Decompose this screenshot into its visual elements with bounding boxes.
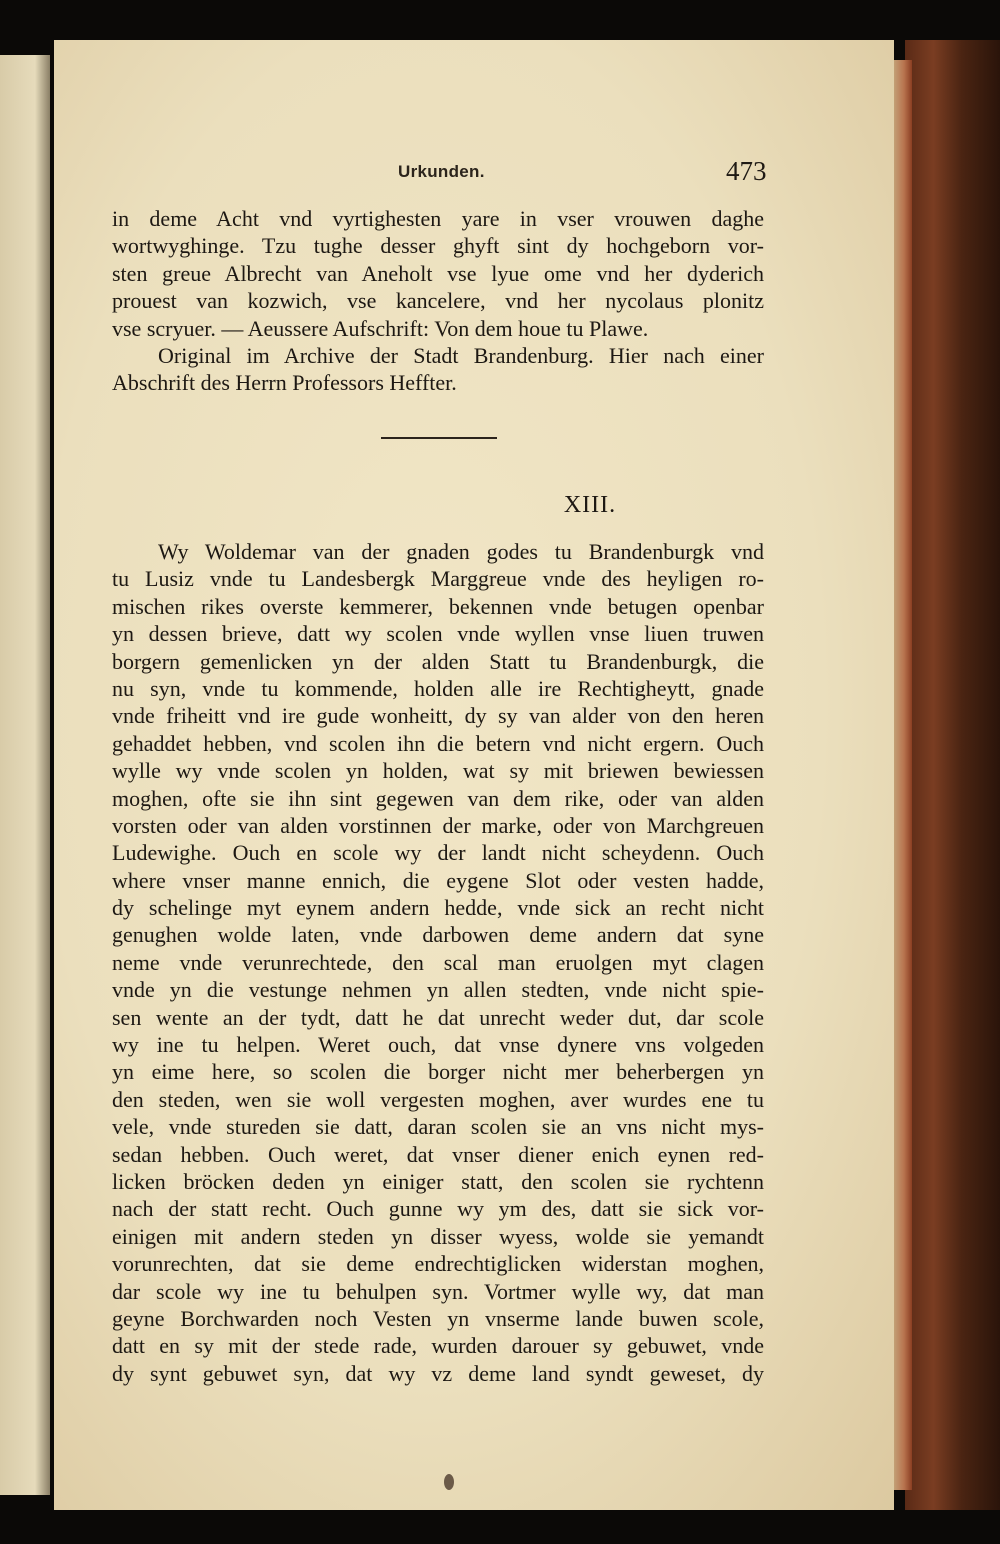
section-heading [0, 492, 880, 519]
source-note [112, 342, 764, 397]
text-line: vorsten oder van alden vorstinnen der marke, oder von Marchgreuen [112, 812, 764, 838]
text-line: vse scryuer. — Aeussere Aufschrift: Von dem houe tu Plawe. [112, 315, 649, 341]
text-line: borgern gemenlicken yn der alden Statt tu Brandenburgk, die [112, 648, 764, 674]
text-line: neme vnde verunrechtede, den scal man eruolgen myt clagen [112, 949, 764, 975]
running-title: Urkunden. [398, 162, 485, 181]
text-line: dy synt gebuwet syn, dat wy vz deme land syndt geweset, dy [112, 1360, 764, 1386]
section-divider [381, 437, 497, 439]
ink-spot [444, 1474, 454, 1490]
running-header [0, 158, 1000, 188]
text-line: yn dessen brieve, datt wy scolen vnde wyllen vnse liuen truwen [112, 621, 764, 647]
text-line: sedan hebben. Ouch weret, dat vnser diener enich eynen red- [112, 1141, 764, 1167]
text-line: vnde friheitt vnd ire gude wonheitt, dy sy van alder von den heren [112, 703, 764, 729]
text-line: yn eime here, so scolen die borger nicht mer beherbergen yn [112, 1059, 764, 1085]
text-line: licken bröcken deden yn einiger statt, den scolen sie rychtenn [112, 1168, 764, 1194]
text-line: Ludewighe. Ouch en scole wy der landt nicht scheydenn. Ouch [112, 840, 764, 866]
text-line: dy schelinge myt eynem andern hedde, vnde sick an recht nicht [112, 895, 764, 921]
text-line: datt en sy mit der stede rade, wurden darouer sy gebuwet, vnde [112, 1333, 764, 1359]
text-block-3 [112, 538, 764, 1387]
text-block-1 [112, 205, 764, 342]
text-line: Wy Woldemar van der gnaden godes tu Brandenburgk vnd [158, 539, 764, 564]
previous-page-edge [0, 55, 50, 1495]
text-line: nu syn, vnde tu kommende, holden alle ire Rechtigheytt, gnade [112, 675, 764, 701]
text-line: tu Lusiz vnde tu Landesbergk Marggreue vnde des heyligen ro- [112, 566, 764, 592]
text-line: dar scole wy ine tu behulpen syn. Vortmer wylle wy, dat man [112, 1278, 764, 1304]
text-line: mischen rikes overste kemmerer, bekennen vnde betugen openbar [112, 593, 764, 619]
text-line: sten greue Albrecht van Aneholt vse lyue ome vnd her dyderich [112, 260, 764, 286]
text-line: prouest van kozwich, vse kancelere, vnd her nycolaus plonitz [112, 288, 764, 314]
page-number: 473 [726, 156, 767, 186]
text-line: vnde yn die vestunge nehmen yn allen stedten, vnde nicht spie- [112, 977, 764, 1003]
book-binding [905, 40, 1000, 1510]
section-number: XIII. [563, 492, 617, 518]
text-line: nach der statt recht. Ouch gunne wy ym des, datt sie sick vor- [112, 1196, 764, 1222]
text-line: where vnser manne ennich, die eygene Slot oder vesten hadde, [112, 867, 764, 893]
text-line: Abschrift des Herrn Professors Heffter. [112, 370, 457, 396]
text-line: Original im Archive der Stadt Brandenburg. Hier nach einer [158, 343, 764, 368]
text-line: vorunrechten, dat sie deme endrechtiglicken widerstan moghen, [112, 1251, 764, 1277]
text-line: genughen wolde laten, vnde darbowen deme andern dat syne [112, 922, 764, 948]
text-line: gehaddet hebben, vnd scolen ihn die betern vnd nicht ergern. Ouch [112, 730, 764, 756]
text-line: einigen mit andern steden yn disser wyess, wolde sie yemandt [112, 1223, 764, 1249]
text-line: den steden, wen sie woll vergesten moghen, aver wurdes ene tu [112, 1086, 764, 1112]
text-line: sen wente an der tydt, datt he dat unrecht weder dut, dar scole [112, 1004, 764, 1030]
text-line: moghen, ofte sie ihn sint gegewen van dem rike, oder van alden [112, 785, 764, 811]
text-line: wy ine tu helpen. Weret ouch, dat vnse dynere vns volgeden [112, 1032, 764, 1058]
text-line: vele, vnde stureden sie datt, daran scolen sie an vns nicht mys- [112, 1114, 764, 1140]
text-line: wylle wy vnde scolen yn holden, wat sy mit briewen bewiessen [112, 758, 764, 784]
text-line: geyne Borchwarden noch Vesten yn vnserme lande buwen scole, [112, 1305, 764, 1331]
text-line: wortwyghinge. Tzu tughe desser ghyft sint dy hochgeborn vor- [112, 233, 764, 259]
text-line: in deme Acht vnd vyrtighesten yare in vser vrouwen daghe [112, 206, 764, 231]
